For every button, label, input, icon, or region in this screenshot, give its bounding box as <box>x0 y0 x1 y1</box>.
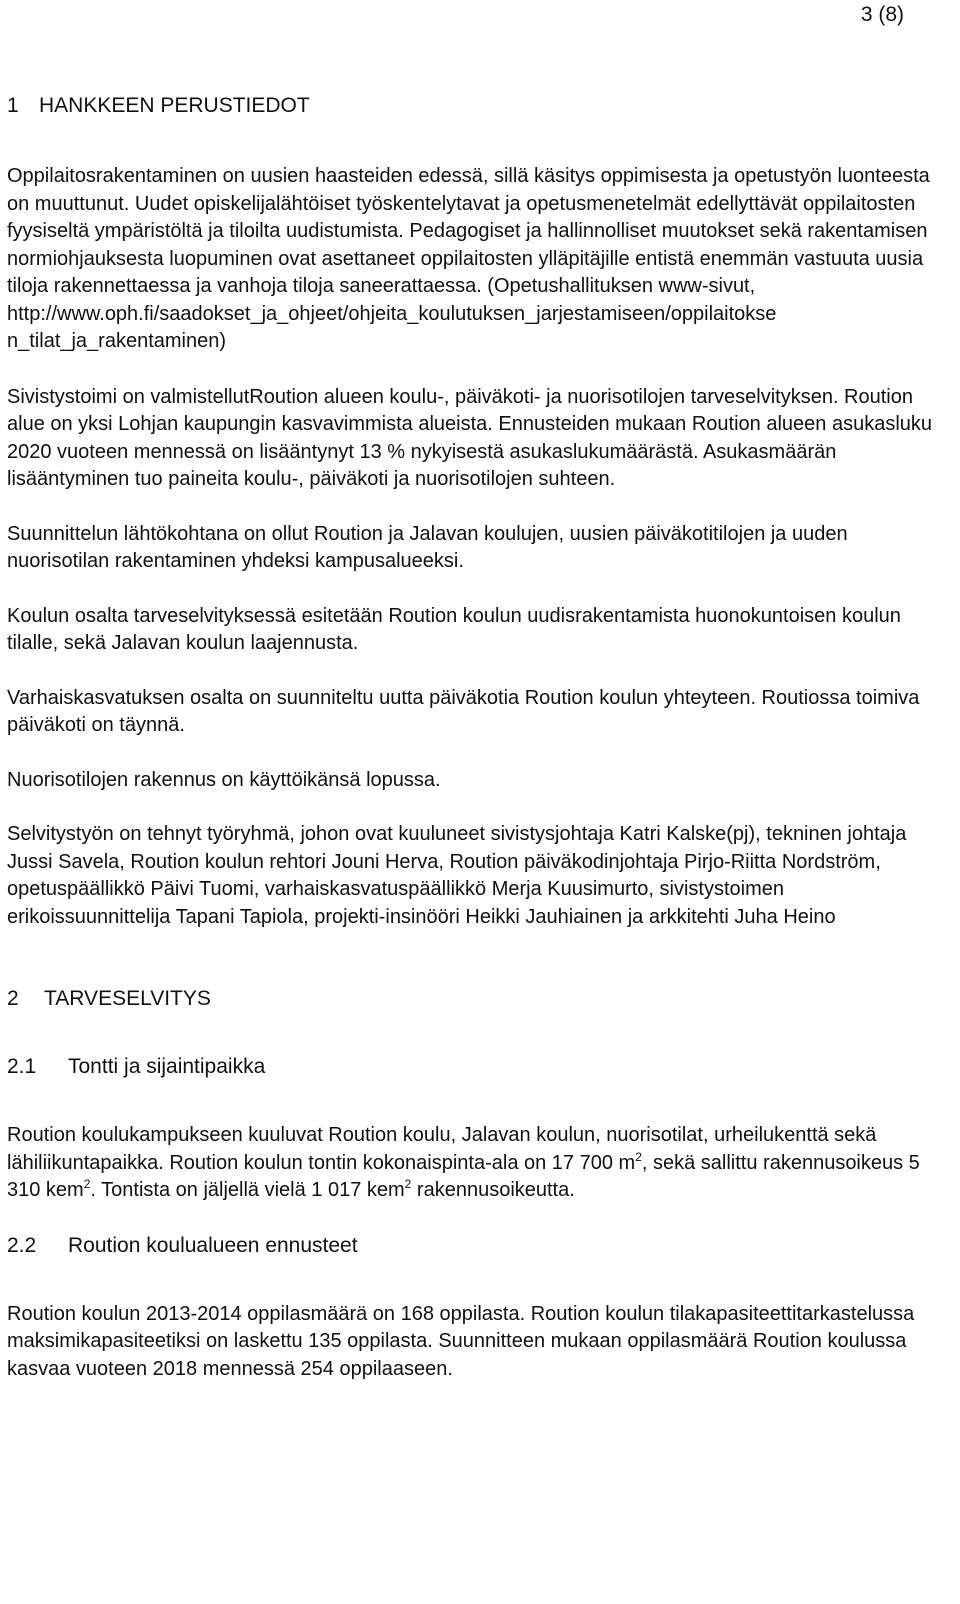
source-url-line-1: http://www.oph.fi/saadokset_ja_ohjeet/ohjeita_koulutuksen_jarjestamiseen/oppilaitokse <box>7 302 777 325</box>
paragraph-varhaiskasvatus: Varhaiskasvatuksen osalta on suunniteltu uutta päiväkotia Roution koulun yhteyteen. Routiossa toimiva päiväkoti on täynnä. <box>7 686 920 736</box>
paragraph-sivistystoimi: Sivistystoimi on valmistellutRoution alueen koulu-, päiväkoti- ja nuorisotilojen tarveselvityksen. Roution alue on yksi Lohjan kaupungin kasvavimmista alueista. Ennusteiden mukaan Roution alueen asukasluku 2020 vuoteen mennessä on lisääntynyt 13 % nykyisestä asukaslukumäärästä. Asukasmäärän lisääntyminen tuo paineita koulu-, päiväkoti ja nuorisotilojen suhteen. <box>7 385 933 490</box>
section-2-2-heading <box>7 1232 947 1260</box>
section-1-heading <box>7 92 947 120</box>
paragraph-tontti <box>7 1122 947 1205</box>
section-2-1-heading <box>7 1053 947 1081</box>
section-2-number: 2 <box>7 987 19 1010</box>
paragraph-koulu: Koulun osalta tarveselvityksessä esitetään Roution koulun uudisrakentamista huonokuntoisen koulun tilalle, sekä Jalavan koulun laajennusta. <box>7 604 901 654</box>
paragraph-background <box>7 163 947 356</box>
paragraph-ennusteet: Roution koulun 2013-2014 oppilasmäärä on 168 oppilasta. Roution koulun tilakapasiteettitarkastelussa maksimikapasiteetiksi on laskettu 135 oppilasta. Suunnitteen mukaan oppilasmäärä Roution koulussa kasvaa vuoteen 2018 mennessä 254 oppilaaseen. <box>7 1302 915 1380</box>
section-2-title: TARVESELVITYS <box>44 987 211 1010</box>
tontti-text-d: rakennusoikeutta. <box>411 1179 575 1201</box>
section-2-1-number: 2.1 <box>7 1055 37 1078</box>
page-number: 3 (8) <box>860 3 904 26</box>
paragraph-tyoryhma: Selvitystyön on tehnyt työryhmä, johon ovat kuuluneet sivistysjohtaja Katri Kalske(pj), tekninen johtaja Jussi Savela, Roution koulun rehtori Jouni Herva, Roution päiväkodinjohtaja Pirjo-Riitta Nordström, opetuspäällikkö Päivi Tuomi, varhaiskasvatuspäällikkö Merja Kuusimurto, sivistystoimen erikoissuunnittelija Tapani Tapiola, projekti-insinööri Heikki Jauhiainen ja arkkitehti Juha Heino <box>7 823 907 928</box>
section-2-1-title: Tontti ja sijaintipaikka <box>68 1055 266 1078</box>
superscript-kem2-2: 2 <box>404 1177 412 1191</box>
section-2-heading <box>7 985 947 1013</box>
tontti-text-b: , sekä sallittu rakennusoikeus 5 310 kem <box>7 1151 920 1201</box>
paragraph-suunnittelu: Suunnittelun lähtökohtana on ollut Roution ja Jalavan koulujen, uusien päiväkotitilojen ja uuden nuorisotilan rakentaminen yhdeksi kampusalueeksi. <box>7 522 848 572</box>
section-2-2-number: 2.2 <box>7 1233 37 1257</box>
section-1-number: 1 <box>7 94 19 117</box>
paragraph-nuorisotilat: Nuorisotilojen rakennus on käyttöikänsä lopussa. <box>7 768 441 791</box>
source-url-line-2: n_tilat_ja_rakentaminen) <box>7 330 227 352</box>
document-body <box>7 92 947 1410</box>
section-2-2-title: Roution koulualueen ennusteet <box>68 1233 358 1257</box>
superscript-kem2-1: 2 <box>83 1177 91 1191</box>
superscript-m2: 2 <box>635 1149 642 1164</box>
tontti-text-a: Roution koulukampukseen kuuluvat Roution koulu, Jalavan koulun, nuorisotilat, urheilukenttä sekä lähiliikuntapaikka. Roution koulun tontin kokonaispinta-ala on 17 700 m <box>7 1124 877 1174</box>
section-1-title: HANKKEEN PERUSTIEDOT <box>39 94 310 117</box>
tontti-text-c: . Tontista on jäljellä vielä 1 017 kem <box>90 1179 405 1201</box>
paragraph-background-text: Oppilaitosrakentaminen on uusien haasteiden edessä, sillä käsitys oppimisesta ja opetustyön luonteesta on muuttunut. Uudet opiskelijalähtöiset työskentelytavat ja opetusmenetelmät edellyttävät oppilaitosten fyysiseltä ympäristöltä ja tiloilta uudistumista. Pedagogiset ja hallinnolliset muutokset sekä rakentamisen normiohjauksesta luopuminen ovat asettaneet oppilaitosten ylläpitäjille entistä enemmän vastuuta uusia tiloja rakennettaessa ja vanhoja tiloja saneerattaessa. (Opetushallituksen www-sivut, <box>7 165 930 297</box>
